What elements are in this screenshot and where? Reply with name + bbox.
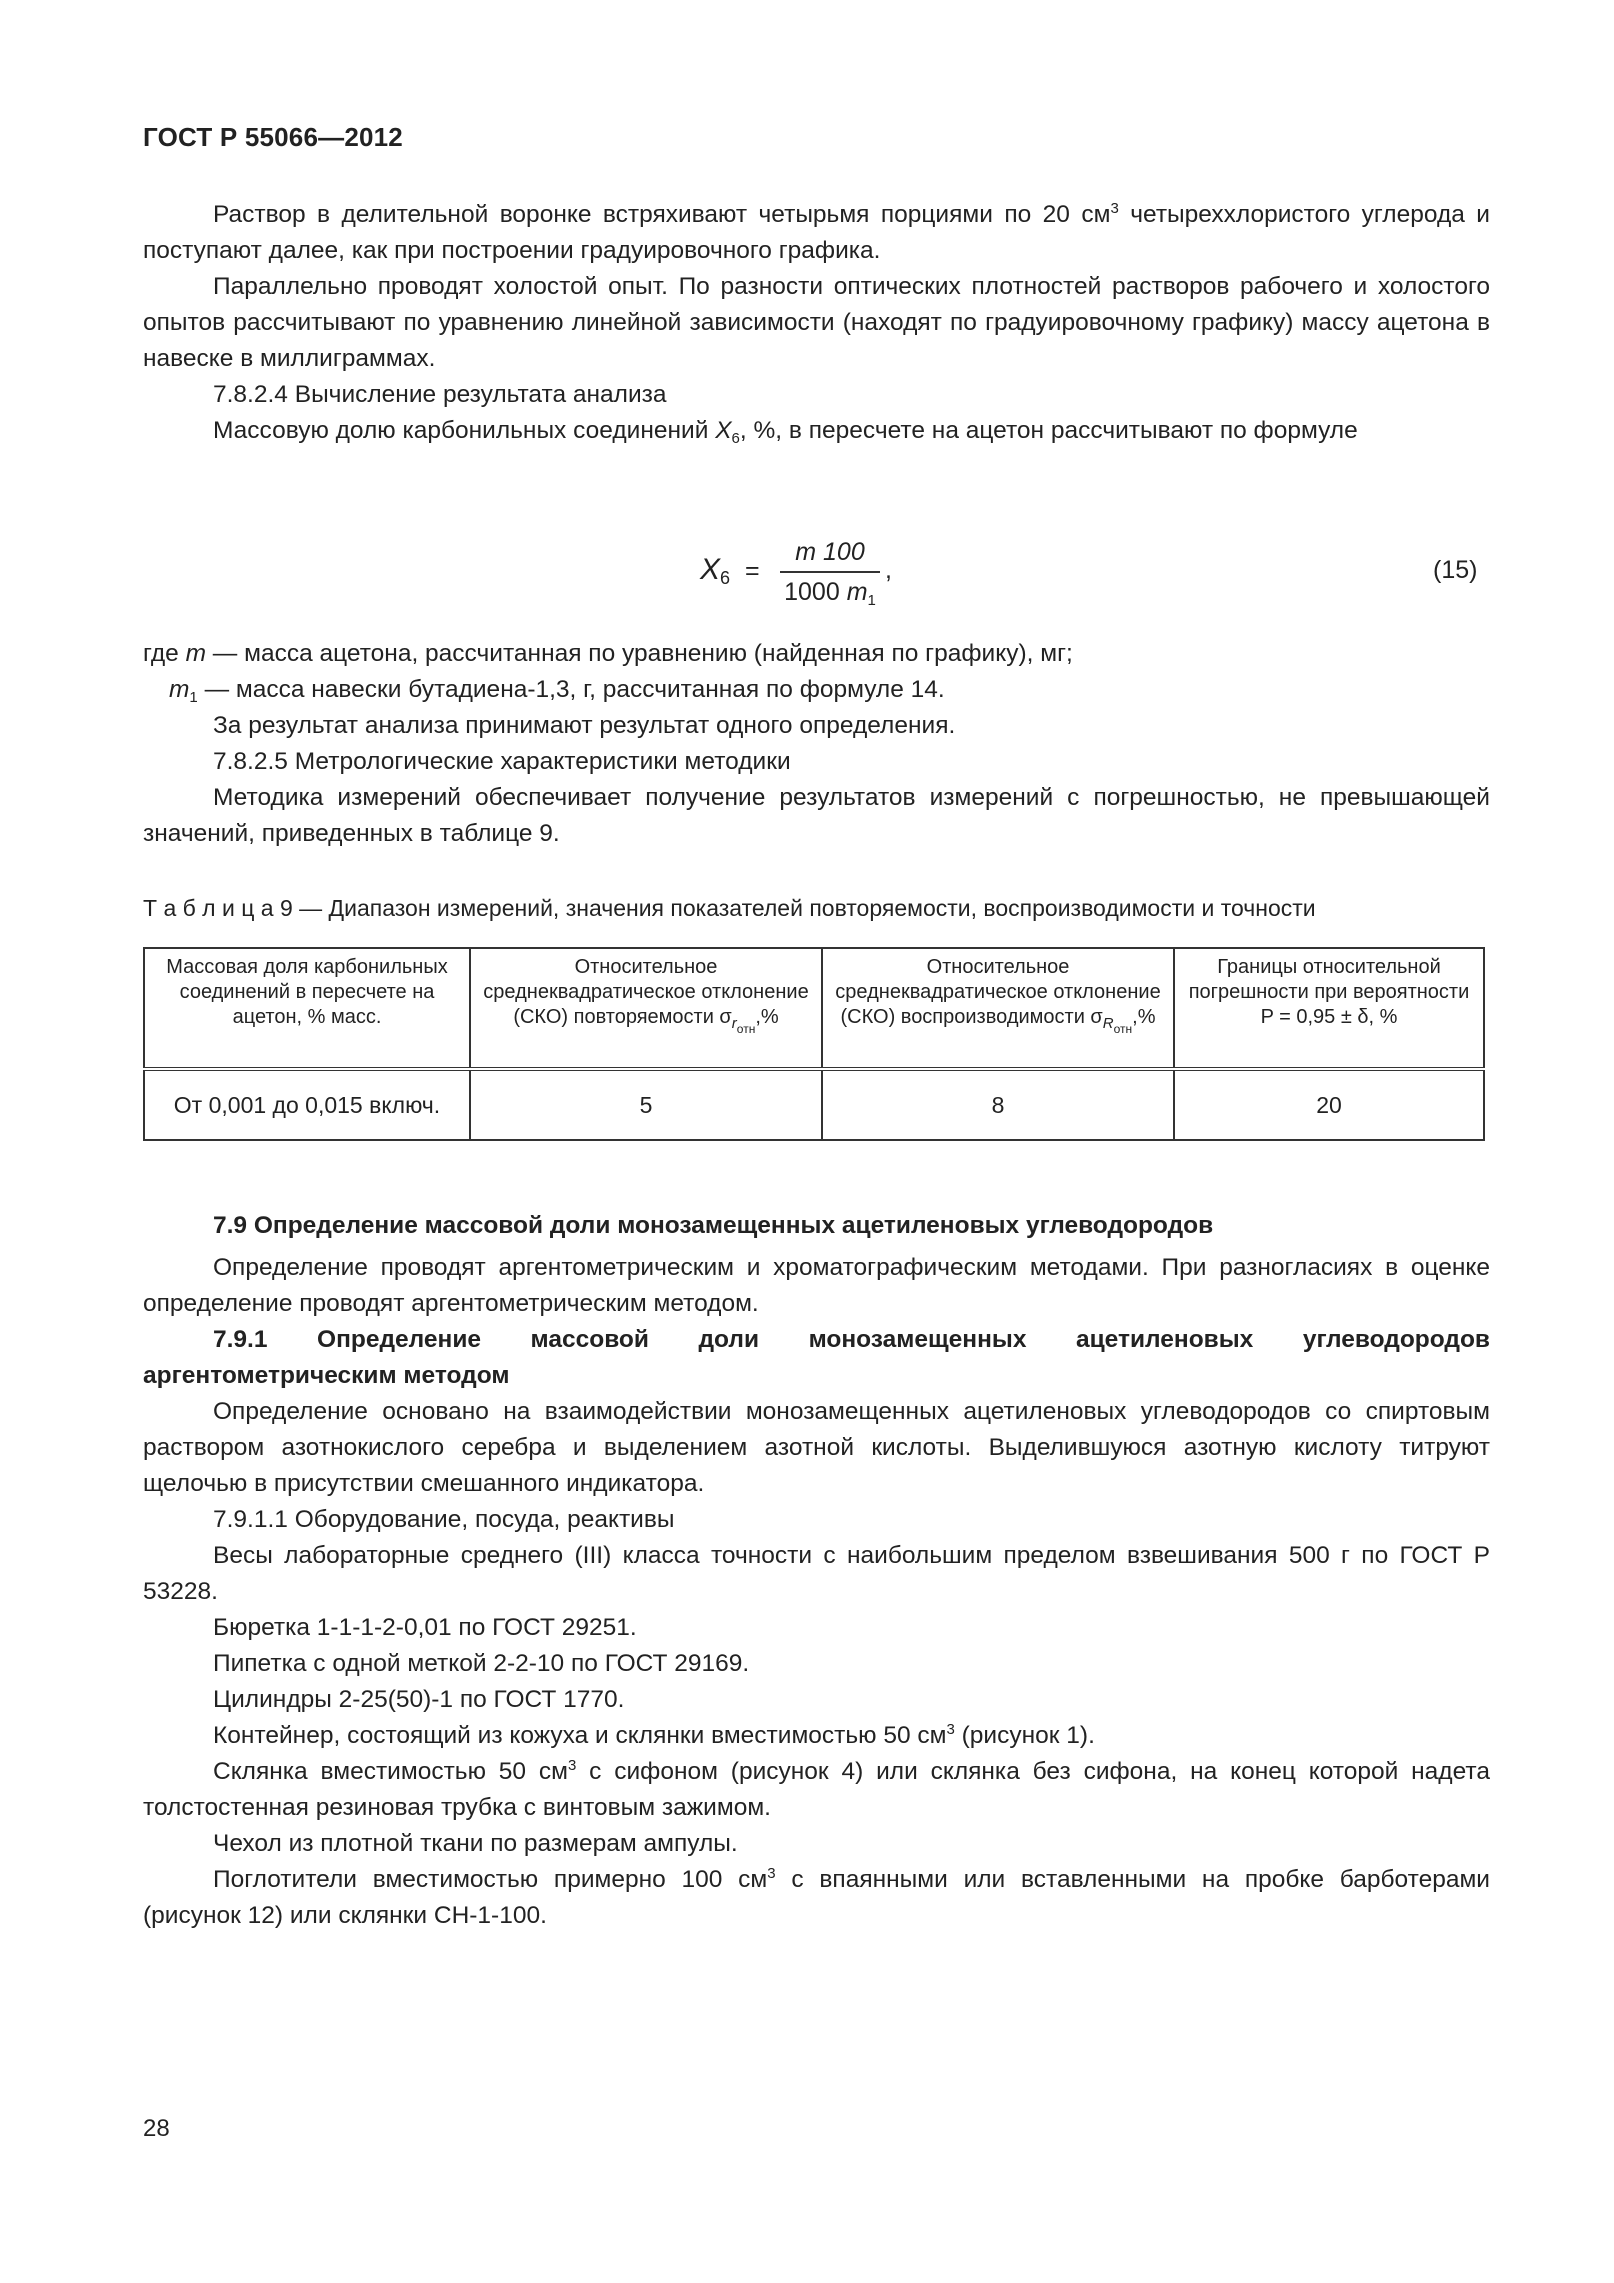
table-caption: Т а б л и ц а 9 — Диапазон измерений, значения показателей повторяемости, воспроизводимости и точности	[143, 895, 1316, 921]
table-row	[144, 1069, 1484, 1140]
table-header-repeatability: Относительное среднеквадратическое отклонение (СКО) повторяемости $\sigma_{r_{отн}},\%$	[470, 948, 822, 1069]
table-cell-error: 20	[1174, 1069, 1484, 1140]
equipment-item-cover: Чехол из плотной ткани по размерам ампулы.	[213, 1830, 738, 1857]
table-header-error-limits: Границы относительной погрешности при вероятности P = 0,95 ± δ, %	[1174, 948, 1484, 1069]
paragraph-methods: Определение проводят аргентометрическим и хроматографическим методами. При разногласиях в оценке определение проводят аргентометрическим методом.	[143, 1254, 1490, 1317]
section-heading-7824: 7.8.2.4 Вычисление результата анализа	[213, 381, 667, 408]
document-header: ГОСТ Р 55066—2012	[143, 122, 403, 152]
table-header-mass-fraction: Массовая доля карбонильных соединений в пересчете на ацетон, % масс.	[144, 948, 470, 1069]
formula-fraction-bar	[780, 571, 880, 573]
equipment-item-flask: Склянка вместимостью 50 $см^3$ с сифоном (рисунок 4) или склянка без сифона, на конец которой надета толстостенная резиновая трубка с винтовым зажимом.	[143, 1757, 1490, 1821]
section-heading-7825: 7.8.2.5 Метрологические характеристики методики	[213, 748, 791, 775]
equipment-item-absorbers: Поглотители вместимостью примерно 100 $см^3$ с впаянными или вставленными на пробке барботерами (рисунок 12) или склянки СН-1-100.	[143, 1865, 1490, 1929]
intro-block	[143, 197, 1490, 449]
formula-fraction	[780, 535, 880, 609]
formula-comma: ,	[885, 556, 892, 584]
paragraph-method: Методика измерений обеспечивает получение результатов измерений с погрешностью, не превышающей значений, приведенных в таблице 9.	[143, 784, 1490, 847]
formula-numerator: m 100	[795, 538, 865, 566]
table-9	[143, 947, 1485, 1141]
formula-lhs: $X_6$ =	[700, 553, 760, 588]
paragraph-principle: Определение основано на взаимодействии монозамещенных ацетиленовых углеводородов со спиртовым раствором азотнокислого серебра и выделением азотной кислоты. Выделившуюся азотную кислоту титруют щелочью в присутствии смешанного индикатора.	[143, 1398, 1490, 1497]
section-heading-79: 7.9 Определение массовой доли монозамещенных ацетиленовых углеводородов	[213, 1212, 1214, 1239]
equipment-item-scales: Весы лабораторные среднего (III) класса точности с наибольшим пределом взвешивания 500 г по ГОСТ Р 53228.	[143, 1542, 1490, 1605]
section-heading-7911: 7.9.1.1 Оборудование, посуда, реактивы	[213, 1506, 675, 1533]
formula-denominator: 1000 $m_1$	[784, 577, 876, 609]
formula-number: (15)	[1433, 556, 1478, 584]
where-m1: $m_1$ — масса навески бутадиена-1,3, г, рассчитанная по формуле 14.	[169, 676, 945, 706]
table-cell-reproducibility: 8	[822, 1069, 1174, 1140]
section-79-block	[143, 1208, 1490, 1934]
where-m: где m — масса ацетона, рассчитанная по уравнению (найденная по графику), мг;	[143, 640, 1073, 667]
paragraph-result: За результат анализа принимают результат одного определения.	[213, 712, 956, 739]
paragraph-extraction: Раствор в делительной воронке встряхивают четырьмя порциями по 20 $см^3$ четыреххлористого углерода и поступают далее, как при построении градуировочного графика.	[143, 200, 1490, 264]
equipment-item-burette: Бюретка 1-1-1-2-0,01 по ГОСТ 29251.	[213, 1614, 637, 1641]
equipment-item-pipette: Пипетка с одной меткой 2-2-10 по ГОСТ 29169.	[213, 1650, 750, 1677]
where-block	[143, 636, 1490, 852]
equipment-item-container: Контейнер, состоящий из кожуха и склянки вместимостью 50 $см^3$ (рисунок 1).	[213, 1721, 1095, 1749]
paragraph-blank-test: Параллельно проводят холостой опыт. По разности оптических плотностей растворов рабочего и холостого опытов рассчитывают по уравнению линейной зависимости (находят по градуировочному графику) массу ацетона в навеске в миллиграммах.	[143, 273, 1490, 372]
table-header-reproducibility: Относительное среднеквадратическое отклонение (СКО) воспроизводимости $\sigma_{R_{отн}},\%$	[822, 948, 1174, 1069]
table-cell-range: От 0,001 до 0,015 включ.	[144, 1069, 470, 1140]
table-header-row	[144, 948, 1484, 1069]
section-heading-791: 7.9.1 Определение массовой доли монозамещенных ацетиленовых углеводородов аргентометрическим методом	[143, 1326, 1490, 1389]
table-cell-repeatability: 5	[470, 1069, 822, 1140]
equipment-item-cylinders: Цилиндры 2-25(50)-1 по ГОСТ 1770.	[213, 1686, 625, 1713]
page-number: 28	[143, 2115, 170, 2142]
paragraph-formula-intro: Массовую долю карбонильных соединений $X_6$, %, в пересчете на ацетон рассчитывают по формуле	[213, 417, 1358, 447]
